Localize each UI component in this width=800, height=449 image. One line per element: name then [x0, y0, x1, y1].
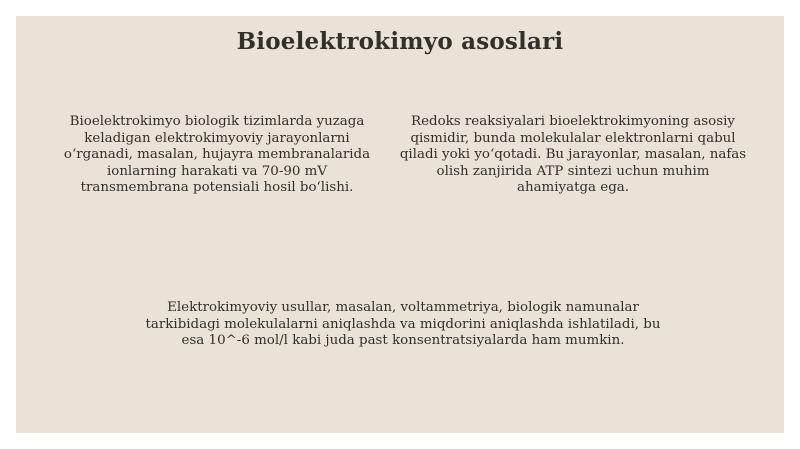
paragraph-left: Bioelektrokimyo biologik tizimlarda yuzaga keladigan elektrokimyoviy jarayonlarni o‘rganadi, masalan, hujayra membranalarida ionlarning harakati va 70-90 mV transmembrana potensiali hosil bo‘lishi. [63, 114, 371, 196]
paragraph-bottom: Elektrokimyoviy usullar, masalan, voltammetriya, biologik namunalar tarkibidagi molekulalarni aniqlashda va miqdorini aniqlashda ishlatiladi, bu esa 10^-6 mol/l kabi juda past konsentratsiyalarda ham mumkin. [145, 300, 661, 349]
slide-title: Bioelektrokimyo asoslari [236, 28, 564, 55]
slide [16, 16, 784, 433]
paragraph-right: Redoks reaksiyalari bioelektrokimyoning asosiy qismidir, bunda molekulalar elektronlarni qabul qiladi yoki yo‘qotadi. Bu jarayonlar, masalan, nafas olish zanjirida ATP sintezi uchun muhim ahamiyatga ega. [399, 114, 747, 196]
